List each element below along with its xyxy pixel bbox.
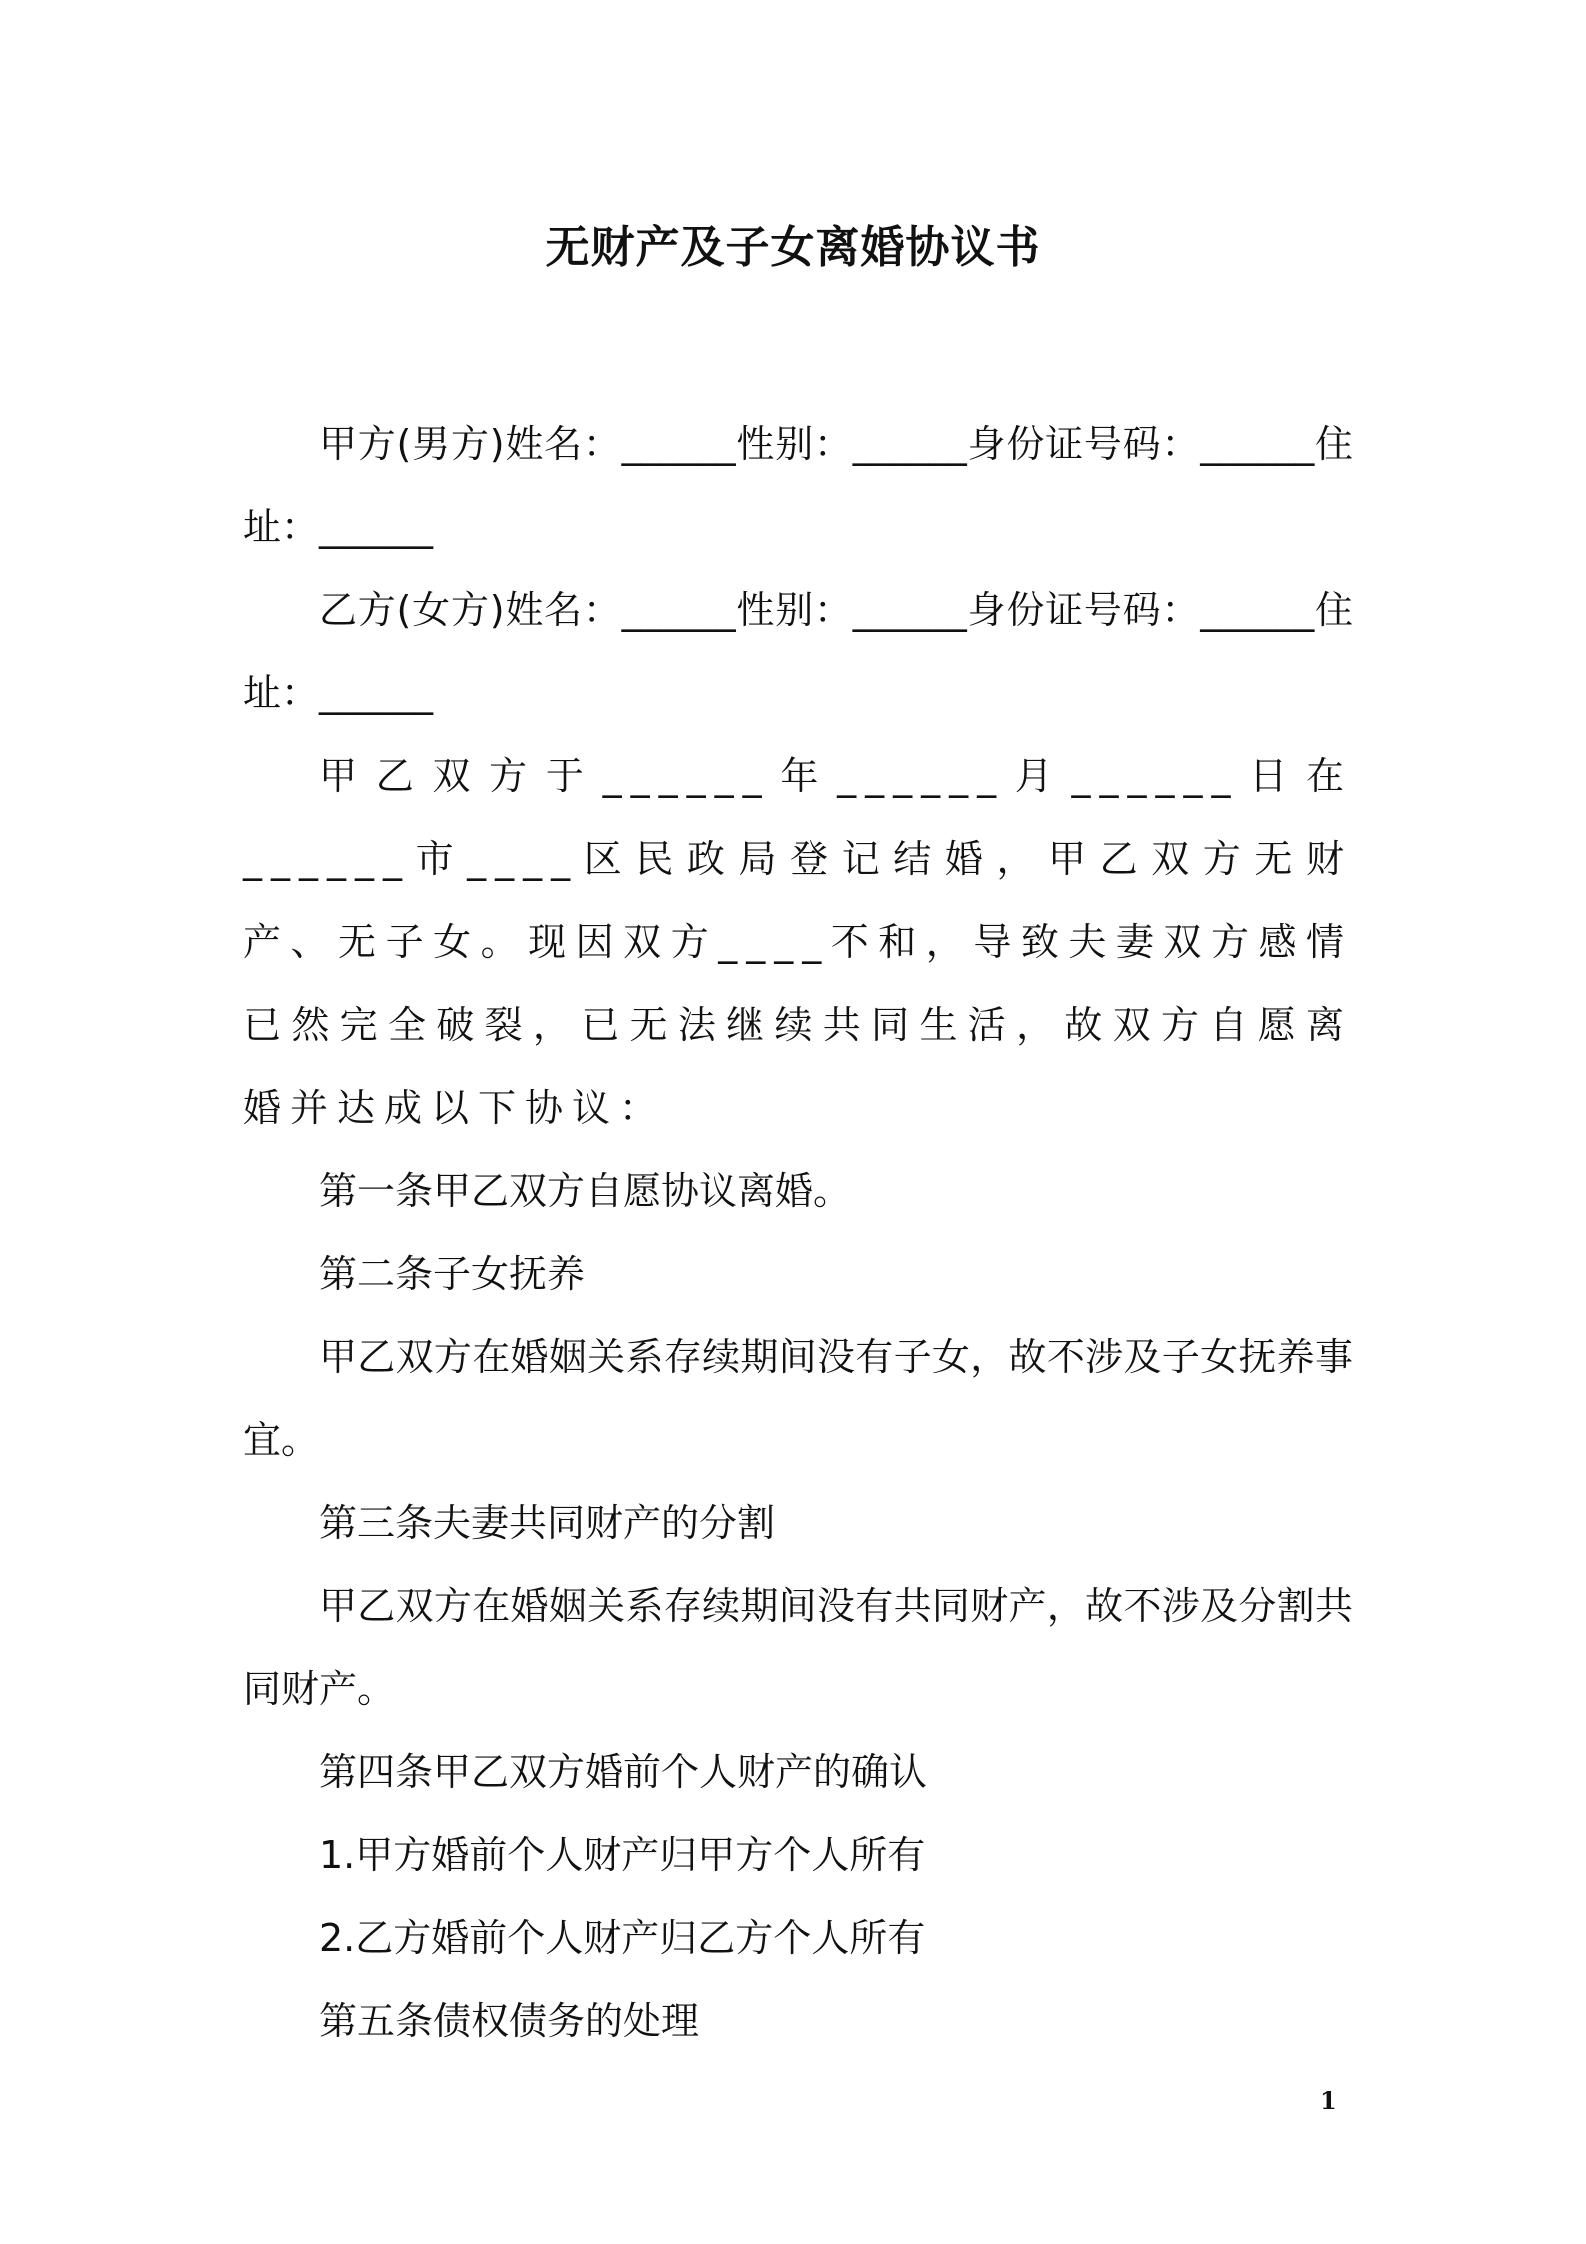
document-body — [243, 403, 1353, 2063]
article-2-heading: 第二条子女抚养 — [319, 1252, 586, 1296]
article-1: 第一条甲乙双方自愿协议离婚。 — [319, 1169, 852, 1213]
article-3-heading: 第三条夫妻共同财产的分割 — [319, 1501, 776, 1545]
marriage-statement: 甲乙双方于______年______月______日在______市____区民政局登记结婚，甲乙双方无财产、无子女。现因双方____不和，导致夫妻双方感情已然完全破裂，已无法继续共同生活，故双方自愿离婚并达成以下协议： — [243, 754, 1353, 1130]
page-number: 1 — [1320, 2086, 1337, 2115]
party-b-info: 乙方(女方)姓名：______性别：______身份证号码：______住址：______ — [243, 588, 1353, 715]
article-4-item-2: 2.乙方婚前个人财产归乙方个人所有 — [319, 1916, 926, 1960]
article-4-item-1: 1.甲方婚前个人财产归甲方个人所有 — [319, 1833, 926, 1877]
article-4-heading: 第四条甲乙双方婚前个人财产的确认 — [319, 1750, 928, 1794]
article-3-body: 甲乙双方在婚姻关系存续期间没有共同财产，故不涉及分割共同财产。 — [243, 1584, 1353, 1711]
article-2-body: 甲乙双方在婚姻关系存续期间没有子女，故不涉及子女抚养事宜。 — [243, 1335, 1353, 1462]
document-title: 无财产及子女离婚协议书 — [545, 222, 1041, 273]
article-5-heading: 第五条债权债务的处理 — [319, 1999, 700, 2043]
party-a-info: 甲方(男方)姓名：______性别：______身份证号码：______住址：______ — [243, 422, 1353, 549]
